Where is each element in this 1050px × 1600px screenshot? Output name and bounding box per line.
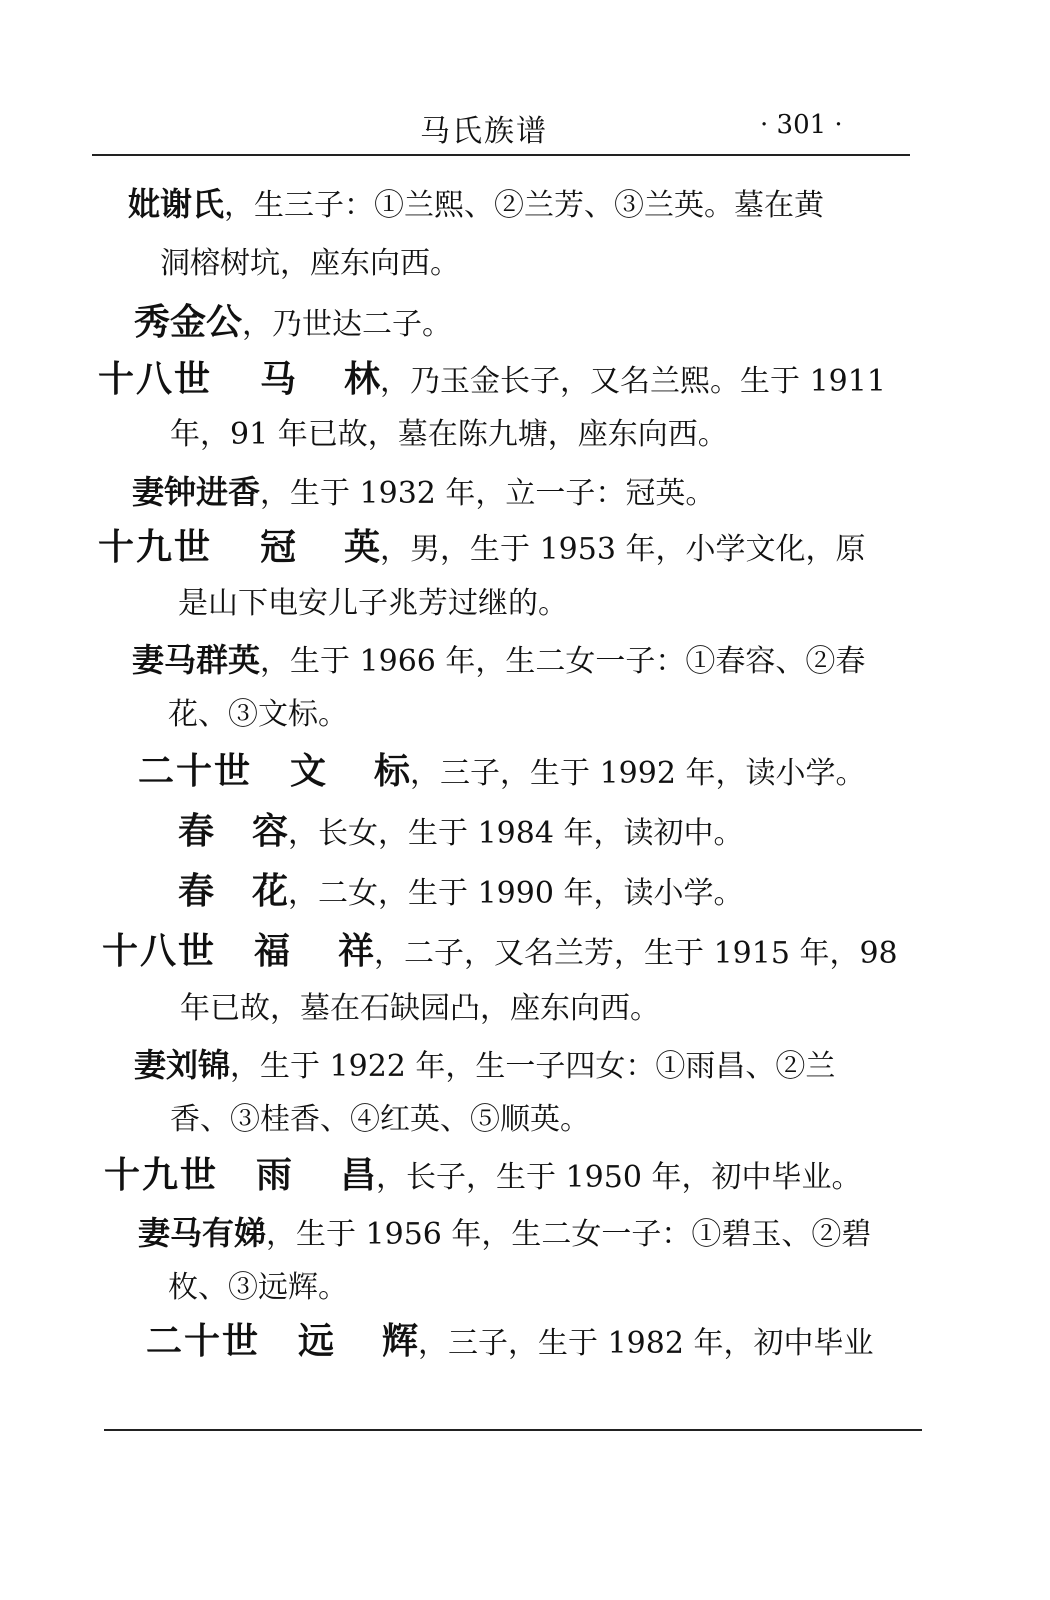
- generation-label: 十八世: [102, 931, 217, 972]
- generation-label: 二十世: [146, 1321, 261, 1362]
- name-char: 花: [252, 871, 289, 912]
- entry-text: ，乃玉金长子，又名兰熙。生于 1911: [380, 364, 886, 399]
- entry-line: [132, 474, 715, 512]
- entry-line: [102, 931, 898, 972]
- header-rule: [92, 154, 910, 156]
- person-name: 秀金公: [134, 302, 243, 343]
- entry-text: ，乃世达二子。: [242, 307, 453, 342]
- entry-text: ，二子，又名兰芳，生于 1915 年，98: [374, 936, 898, 971]
- entry-line: [178, 871, 744, 912]
- person-name: 妻钟进香: [132, 473, 261, 511]
- entry-line: [178, 586, 568, 622]
- entry-line: [170, 417, 728, 453]
- entry-line: [146, 1321, 874, 1362]
- entry-line: [98, 359, 886, 400]
- entry-line: [168, 697, 348, 733]
- entry-text: ，生于 1966 年，生二女一子：①春容、②春: [260, 644, 866, 679]
- generation-label: 十九世: [104, 1155, 219, 1196]
- entry-text: ，生于 1922 年，生一子四女：①雨昌、②兰: [230, 1049, 836, 1084]
- page-number: · 301 ·: [760, 110, 843, 140]
- entry-text: ，男，生于 1953 年，小学文化，原: [380, 532, 866, 567]
- name-char: 昌: [340, 1155, 377, 1196]
- entry-text: 年，91 年已故，墓在陈九塘，座东向西。: [170, 417, 728, 452]
- name-char: 春: [178, 811, 215, 852]
- generation-label: 二十世: [138, 751, 253, 792]
- entry-line: [134, 1047, 835, 1085]
- entry-text: ，二女，生于 1990 年，读小学。: [288, 876, 744, 911]
- person-name: 妻刘锦: [134, 1046, 231, 1084]
- entry-line: [98, 527, 866, 568]
- header-title: 马氏族谱: [420, 114, 548, 149]
- name-char: 马: [260, 359, 297, 400]
- generation-label: 十九世: [98, 527, 213, 568]
- name-char: 文: [290, 751, 327, 792]
- name-char: 春: [178, 871, 215, 912]
- entry-text: 香、③桂香、④红英、⑤顺英。: [170, 1102, 590, 1137]
- entry-line: [104, 1155, 862, 1196]
- entry-text: 花、③文标。: [168, 697, 348, 732]
- entry-text: 枚、③远辉。: [168, 1270, 348, 1305]
- person-name: 妣谢氏: [128, 185, 225, 223]
- entry-line: [138, 751, 866, 792]
- name-char: 福: [254, 931, 291, 972]
- name-char: 祥: [338, 931, 375, 972]
- entry-line: [160, 246, 460, 282]
- generation-label: 十八世: [98, 359, 213, 400]
- footer-rule: [104, 1429, 922, 1431]
- entry-line: [132, 642, 865, 680]
- entry-line: [168, 1270, 348, 1306]
- person-name: 妻马有娣: [138, 1214, 267, 1252]
- entry-text: 洞榕树坑，座东向西。: [160, 246, 460, 281]
- name-char: 辉: [382, 1321, 419, 1362]
- person-name: 妻马群英: [132, 641, 261, 679]
- name-char: 英: [344, 527, 381, 568]
- entry-line: [180, 991, 660, 1027]
- entry-line: [134, 302, 453, 343]
- name-char: 远: [298, 1321, 335, 1362]
- entry-text: ，生于 1956 年，生二女一子：①碧玉、②碧: [266, 1217, 872, 1252]
- entry-line: [138, 1215, 871, 1253]
- entry-text: ，生于 1932 年，立一子：冠英。: [260, 476, 716, 511]
- name-char: 容: [252, 811, 289, 852]
- entry-text: ，三子，生于 1992 年，读小学。: [410, 756, 866, 791]
- entry-line: [178, 811, 744, 852]
- entry-text: ，三子，生于 1982 年，初中毕业: [418, 1326, 874, 1361]
- name-char: 雨: [256, 1155, 293, 1196]
- entry-text: 是山下电安儿子兆芳过继的。: [178, 586, 568, 621]
- name-char: 林: [344, 359, 381, 400]
- entry-line: [128, 186, 824, 224]
- name-char: 标: [374, 751, 411, 792]
- entry-text: ，生三子：①兰熙、②兰芳、③兰英。墓在黄: [224, 188, 825, 223]
- entry-line: [170, 1102, 590, 1138]
- entry-text: 年已故，墓在石缺园凸，座东向西。: [180, 991, 660, 1026]
- entry-text: ，长子，生于 1950 年，初中毕业。: [376, 1160, 862, 1195]
- name-char: 冠: [260, 527, 297, 568]
- entry-text: ，长女，生于 1984 年，读初中。: [288, 816, 744, 851]
